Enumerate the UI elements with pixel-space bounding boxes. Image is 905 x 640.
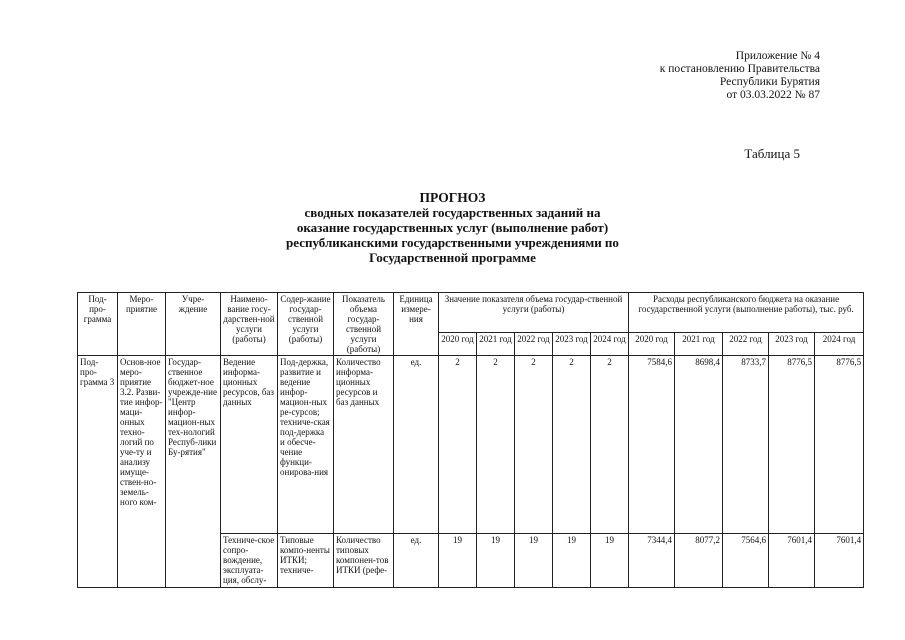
subprogram-cell: Под-про-грамма 3 — [78, 356, 118, 588]
col-activity: Меро-приятие — [118, 293, 166, 356]
service-content-cell: Типовые компо-ненты ИТКИ; техниче- — [278, 534, 334, 588]
service-name-cell: Ведение информа-ционных ресурсов, баз данных — [221, 356, 278, 534]
volume-year: 2023 год — [553, 333, 591, 356]
volume-cell: 2 — [591, 356, 629, 534]
volume-cell: 19 — [591, 534, 629, 588]
volume-cell: 19 — [515, 534, 553, 588]
service-content-cell: Под-держка, развитие и ведение инфор-мацион-ных ре-сурсов; техниче-ская под-держка и обесче-чение функци-онирова-ния — [278, 356, 334, 534]
expense-cell: 8077,2 — [675, 534, 723, 588]
title-line-2: сводных показателей государственных заданий на — [304, 205, 601, 220]
col-institution: Учре-ждение — [166, 293, 221, 356]
col-unit: Единица измере-ния — [394, 293, 439, 356]
expense-cell: 8776,5 — [769, 356, 815, 534]
expense-cell: 7564,6 — [723, 534, 769, 588]
volume-cell: 2 — [515, 356, 553, 534]
header-line-4: от 03.03.2022 № 87 — [726, 89, 820, 101]
forecast-table — [77, 292, 864, 588]
expense-cell: 7601,4 — [815, 534, 864, 588]
document-header — [560, 50, 820, 102]
expense-cell: 7601,4 — [769, 534, 815, 588]
col-expense-group: Расходы республиканского бюджета на оказание государственной услуги (выполнение работы), тыс. руб. — [629, 293, 864, 333]
volume-cell: 2 — [477, 356, 515, 534]
volume-cell: 2 — [439, 356, 477, 534]
service-name-cell: Техниче-ское сопро-вождение, эксплуата-ция, обслу- — [221, 534, 278, 588]
header-row — [78, 293, 864, 333]
unit-cell: ед. — [394, 356, 439, 534]
expense-year: 2023 год — [769, 333, 815, 356]
expense-cell: 7344,4 — [629, 534, 675, 588]
expense-cell: 8698,4 — [675, 356, 723, 534]
expense-year: 2022 год — [723, 333, 769, 356]
indicator-cell: Количество информа-ционных ресурсов и баз данных — [334, 356, 394, 534]
expense-year: 2021 год — [675, 333, 723, 356]
volume-year: 2021 год — [477, 333, 515, 356]
expense-year: 2020 год — [629, 333, 675, 356]
volume-cell: 19 — [553, 534, 591, 588]
volume-year: 2024 год — [591, 333, 629, 356]
expense-cell: 8776,5 — [815, 356, 864, 534]
col-service-content: Содер-жание государ-ственной услуги (работы) — [278, 293, 334, 356]
header-line-3: Республики Бурятия — [719, 76, 820, 88]
unit-cell: ед. — [394, 534, 439, 588]
institution-cell: Государ-ственное бюджет-ное учрежде-ние "Центр инфор-мацион-ных тех-нологий Респуб-лики Бу-рятия" — [166, 356, 221, 588]
expense-cell: 7584,6 — [629, 356, 675, 534]
table-row — [78, 356, 864, 534]
document-title — [200, 190, 705, 265]
title-line-5: Государственной программе — [369, 250, 536, 265]
volume-year: 2022 год — [515, 333, 553, 356]
col-subprogram: Под-про-грамма — [78, 293, 118, 356]
indicator-cell: Количество типовых компонен-тов ИТКИ (рефе- — [334, 534, 394, 588]
volume-year: 2020 год — [439, 333, 477, 356]
header-line-2: к постановлению Правительства — [659, 63, 820, 75]
title-line-1: ПРОГНОЗ — [419, 190, 486, 205]
col-service-name: Наимено-вание госу-дарствен-ной услуги (работы) — [221, 293, 278, 356]
title-line-3: оказание государственных услуг (выполнение работ) — [296, 220, 609, 235]
expense-cell: 8733,7 — [723, 356, 769, 534]
table-label: Таблица 5 — [744, 146, 800, 161]
col-volume-group: Значение показателя объема государ-ственной услуги (работы) — [439, 293, 629, 333]
activity-cell: Основ-ное меро-приятие 3.2. Разви-тие инфор-маци-онных техно-логий по уче-ту и анализу имуще-ствен-но-земель-ного ком- — [118, 356, 166, 588]
header-line-1: Приложение № 4 — [735, 50, 820, 62]
col-indicator: Показатель объема государ-ственной услуги (работы) — [334, 293, 394, 356]
title-line-4: республиканскими государственными учреждениями по — [286, 235, 619, 250]
volume-cell: 2 — [553, 356, 591, 534]
volume-cell: 19 — [439, 534, 477, 588]
expense-year: 2024 год — [815, 333, 864, 356]
volume-cell: 19 — [477, 534, 515, 588]
